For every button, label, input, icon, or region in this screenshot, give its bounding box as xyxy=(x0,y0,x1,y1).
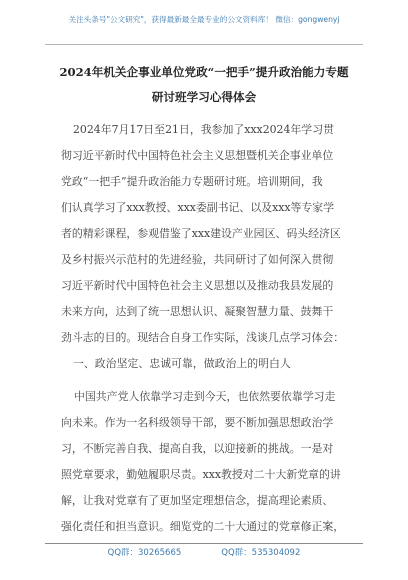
body-line: 党政“一把手”提升政治能力专题研讨班。培训期间，我 xyxy=(61,175,323,188)
document-title-line-2: 研讨班学习心得体会 xyxy=(151,90,257,104)
body-line: 未来方向，达到了统一思想认识、凝聚智慧力量、鼓舞干 xyxy=(61,305,334,318)
body-line: 及乡村振兴示范村的先进经验，共同研讨了如何深入贯彻 xyxy=(61,253,334,266)
body-line: 向未来。作为一名科级领导干部，要不断加强思想政治学 xyxy=(61,416,334,429)
body-line: 照党章要求，勤勉履职尽责。xxx教授对二十大新党章的讲 xyxy=(61,468,341,481)
body-line: 彻习近平新时代中国特色社会主义思想暨机关企事业单位 xyxy=(61,149,334,162)
footer-qq-left: QQ群：30265665 xyxy=(107,548,182,558)
body-line: 劲斗志的目的。现结合自身工作实际，浅谈几点学习体会： xyxy=(61,331,345,344)
body-line: 习近平新时代中国特色社会主义思想以及推动我县发展的 xyxy=(61,279,334,292)
header-banner: 关注头条号"公文研究"，获得最新最全最专业的公文资料库！ 微信：gongwenyj xyxy=(68,15,340,24)
body-line: 强化责任和担当意识。细览党的二十大通过的党章修正案， xyxy=(61,520,345,533)
body-line: 中国共产党人依靠学习走到今天，也依然要依靠学习走 xyxy=(74,390,336,403)
footer-qq-right: QQ群：535304092 xyxy=(221,548,301,558)
body-line: 2024年7月17日至21日，我参加了xxx2024年学习贯 xyxy=(73,123,334,136)
body-line: 们认真学习了xxx教授、xxx委副书记、以及xxx等专家学 xyxy=(61,201,335,214)
document-title-line-1: 2024年机关企事业单位党政“一把手”提升政治能力专题 xyxy=(59,65,349,79)
body-line: 解，让我对党章有了更加坚定理想信念，提高理论素质、 xyxy=(61,494,334,507)
body-line: 习，不断完善自我、提高自我，以迎接新的挑战。一是对 xyxy=(61,442,334,455)
body-line: 者的精彩课程，参观借鉴了xxx建设产业园区、码头经济区 xyxy=(61,227,341,240)
header-divider xyxy=(45,44,363,45)
footer xyxy=(0,547,408,559)
footer-divider xyxy=(45,543,363,544)
section-heading: 一、政治坚定、忠诚可靠，做政治上的明白人 xyxy=(73,357,291,370)
